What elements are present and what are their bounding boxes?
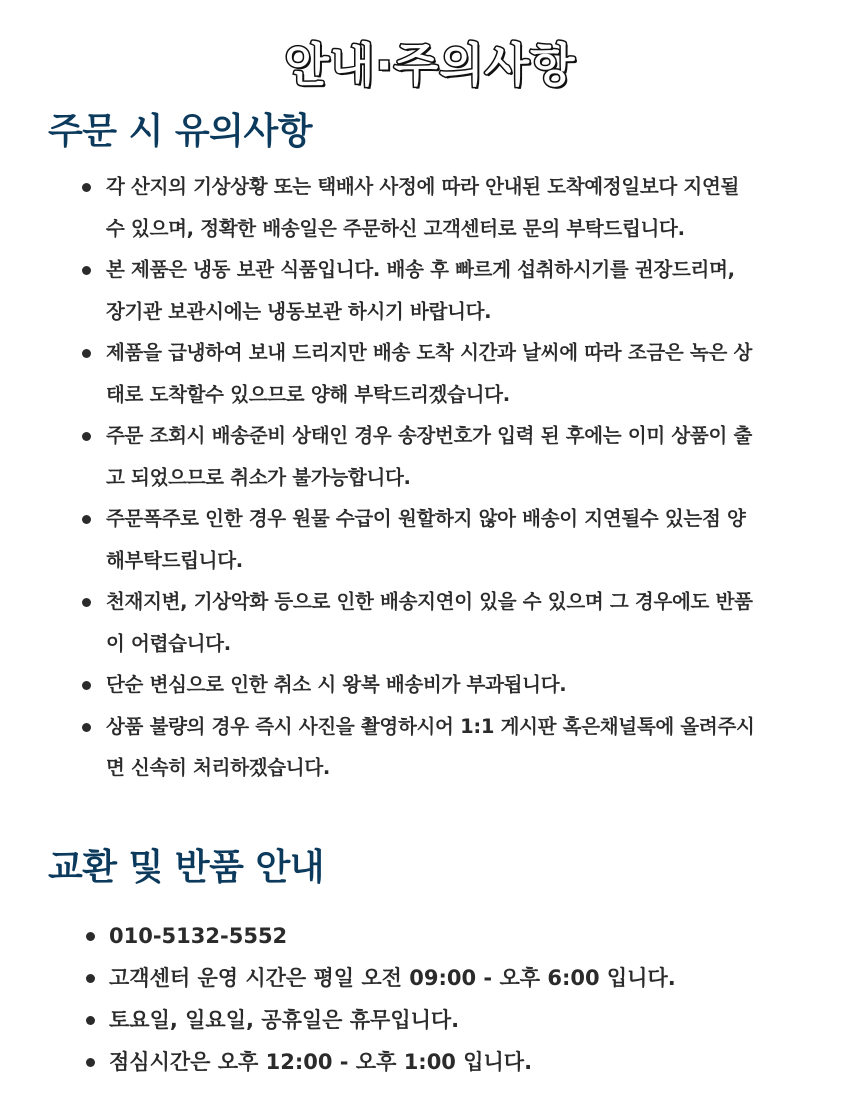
exchange-info-item: 점심시간은 오후 12:00 - 오후 1:00 입니다. bbox=[82, 1041, 782, 1083]
order-note-item: 각 산지의 기상상황 또는 택배사 사정에 따라 안내된 도착예정일보다 지연될 수 있으며, 정확한 배송일은 주문하신 고객센터로 문의 부탁드립니다. bbox=[78, 166, 758, 249]
order-notes-list bbox=[78, 166, 758, 789]
order-note-item: 주문폭주로 인한 경우 원물 수급이 원할하지 않아 배송이 지연될수 있는점 양해부탁드립니다. bbox=[78, 498, 758, 581]
order-note-item: 본 제품은 냉동 보관 식품입니다. 배송 후 빠르게 섭취하시기를 권장드리며, 장기관 보관시에는 냉동보관 하시기 바랍니다. bbox=[78, 249, 758, 332]
order-note-item: 단순 변심으로 인한 취소 시 왕복 배송비가 부과됩니다. bbox=[78, 664, 758, 706]
order-note-item: 주문 조회시 배송준비 상태인 경우 송장번호가 입력 된 후에는 이미 상품이 출고 되었으므로 취소가 불가능합니다. bbox=[78, 415, 758, 498]
exchange-return-list bbox=[82, 915, 782, 1083]
exchange-info-item: 고객센터 운영 시간은 평일 오전 09:00 - 오후 6:00 입니다. bbox=[82, 957, 782, 999]
order-note-item: 제품을 급냉하여 보내 드리지만 배송 도착 시간과 날씨에 따라 조금은 녹은 상태로 도착할수 있으므로 양해 부탁드리겠습니다. bbox=[78, 332, 758, 415]
exchange-return-heading: 교환 및 반품 안내 bbox=[48, 847, 325, 888]
order-notes-heading: 주문 시 유의사항 bbox=[48, 111, 312, 152]
page-title: 안내·주의사항 bbox=[284, 38, 576, 92]
exchange-info-item: 토요일, 일요일, 공휴일은 휴무입니다. bbox=[82, 999, 782, 1041]
order-note-item: 천재지변, 기상악화 등으로 인한 배송지연이 있을 수 있으며 그 경우에도 반품이 어렵습니다. bbox=[78, 581, 758, 664]
order-note-item: 상품 불량의 경우 즉시 사진을 촬영하시어 1:1 게시판 혹은채널톡에 올려주시면 신속히 처리하겠습니다. bbox=[78, 706, 758, 789]
contact-phone: 010-5132-5552 bbox=[82, 915, 782, 957]
